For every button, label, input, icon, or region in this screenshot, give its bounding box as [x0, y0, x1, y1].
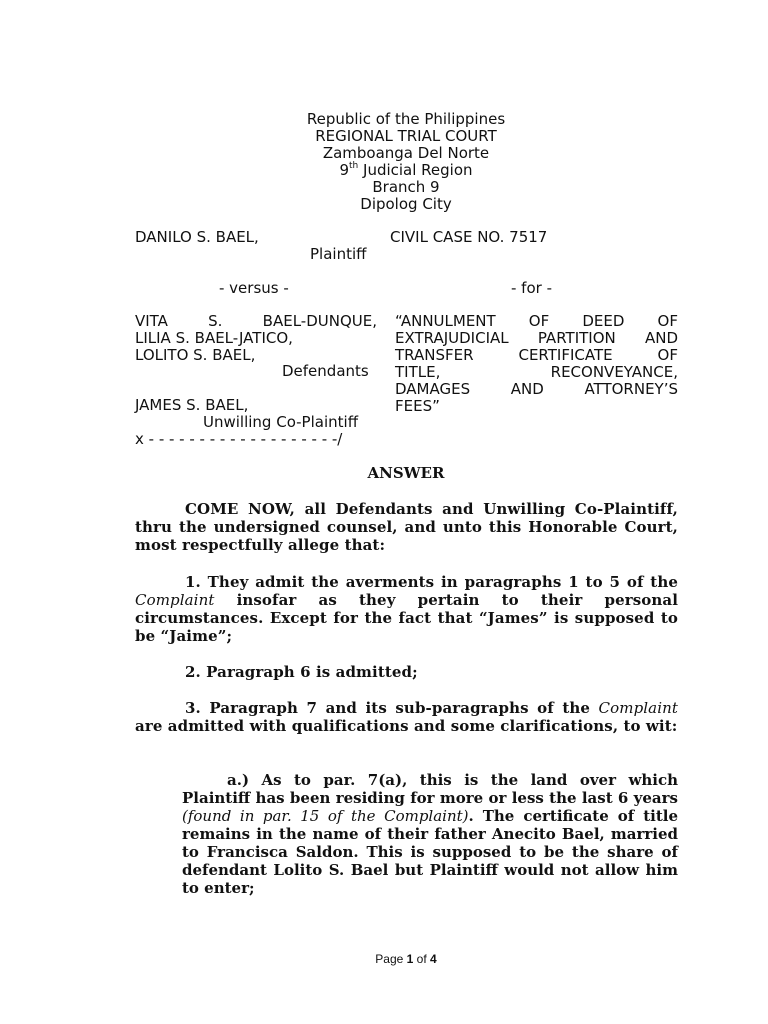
plaintiff-name: DANILO S. BAEL, — [135, 228, 259, 246]
answer-title: ANSWER — [367, 464, 445, 482]
for-label: - for - — [511, 279, 552, 297]
case-nature: “ANNULMENT OF DEED OF EXTRAJUDICIAL PARTITION AND TRANSFER CERTIFICATE OF TITLE, RECONVEYANCE, DAMAGES AND ATTORNEY’S FEES” — [395, 312, 678, 415]
header-court: REGIONAL TRIAL COURT — [315, 127, 497, 145]
versus-label: - versus - — [219, 279, 289, 297]
header-province: Zamboanga Del Norte — [322, 144, 490, 162]
case-number: CIVIL CASE NO. 7517 — [390, 228, 548, 246]
paragraph-1: 1. They admit the averments in paragraphs 1 to 5 of the Complaint insofar as they pertain to their personal circumstances. Except for the fact that “James” is supposed to be “Jaime”; — [135, 573, 678, 645]
co-plaintiff-role: Unwilling Co-Plaintiff — [203, 413, 359, 431]
header-branch: Branch 9 — [372, 178, 440, 196]
co-plaintiff-name: JAMES S. BAEL, — [135, 396, 249, 414]
defendants-role: Defendants — [282, 362, 369, 380]
header-region: 9th Judicial Region — [339, 161, 473, 179]
sub-paragraph-a: a.) As to par. 7(a), this is the land over which Plaintiff has been residing for more or less the last 6 years (found in par. 15 of the Complaint). The certificate of title remains in the name of their father Anecito Bael, married to Francisca Saldon. This is supposed to be the share of defendant Lolito S. Bael but Plaintiff would not allow him to enter; — [182, 771, 678, 897]
paragraph-3: 3. Paragraph 7 and its sub-paragraphs of the Complaint are admitted with qualifications and some clarifications, to wit: — [135, 699, 678, 735]
header-republic: Republic of the Philippines — [306, 110, 506, 128]
plaintiff-role: Plaintiff — [310, 245, 367, 263]
intro-paragraph: COME NOW, all Defendants and Unwilling Co-Plaintiff, thru the undersigned counsel, and unto this Honorable Court, most respectfully allege that: — [135, 500, 678, 554]
defendant-1: VITA S. BAEL-DUNQUE, — [135, 312, 377, 330]
paragraph-2: 2. Paragraph 6 is admitted; — [185, 663, 418, 681]
header-city: Dipolog City — [360, 195, 452, 213]
defendant-3: LOLITO S. BAEL, — [135, 346, 256, 364]
defendant-2: LILIA S. BAEL-JATICO, — [135, 329, 293, 347]
court-header — [0, 111, 768, 213]
caption-closing-line: x - - - - - - - - - - - - - - - - - - -/ — [135, 430, 343, 448]
page-footer: Page 1 of 4 — [375, 952, 437, 966]
